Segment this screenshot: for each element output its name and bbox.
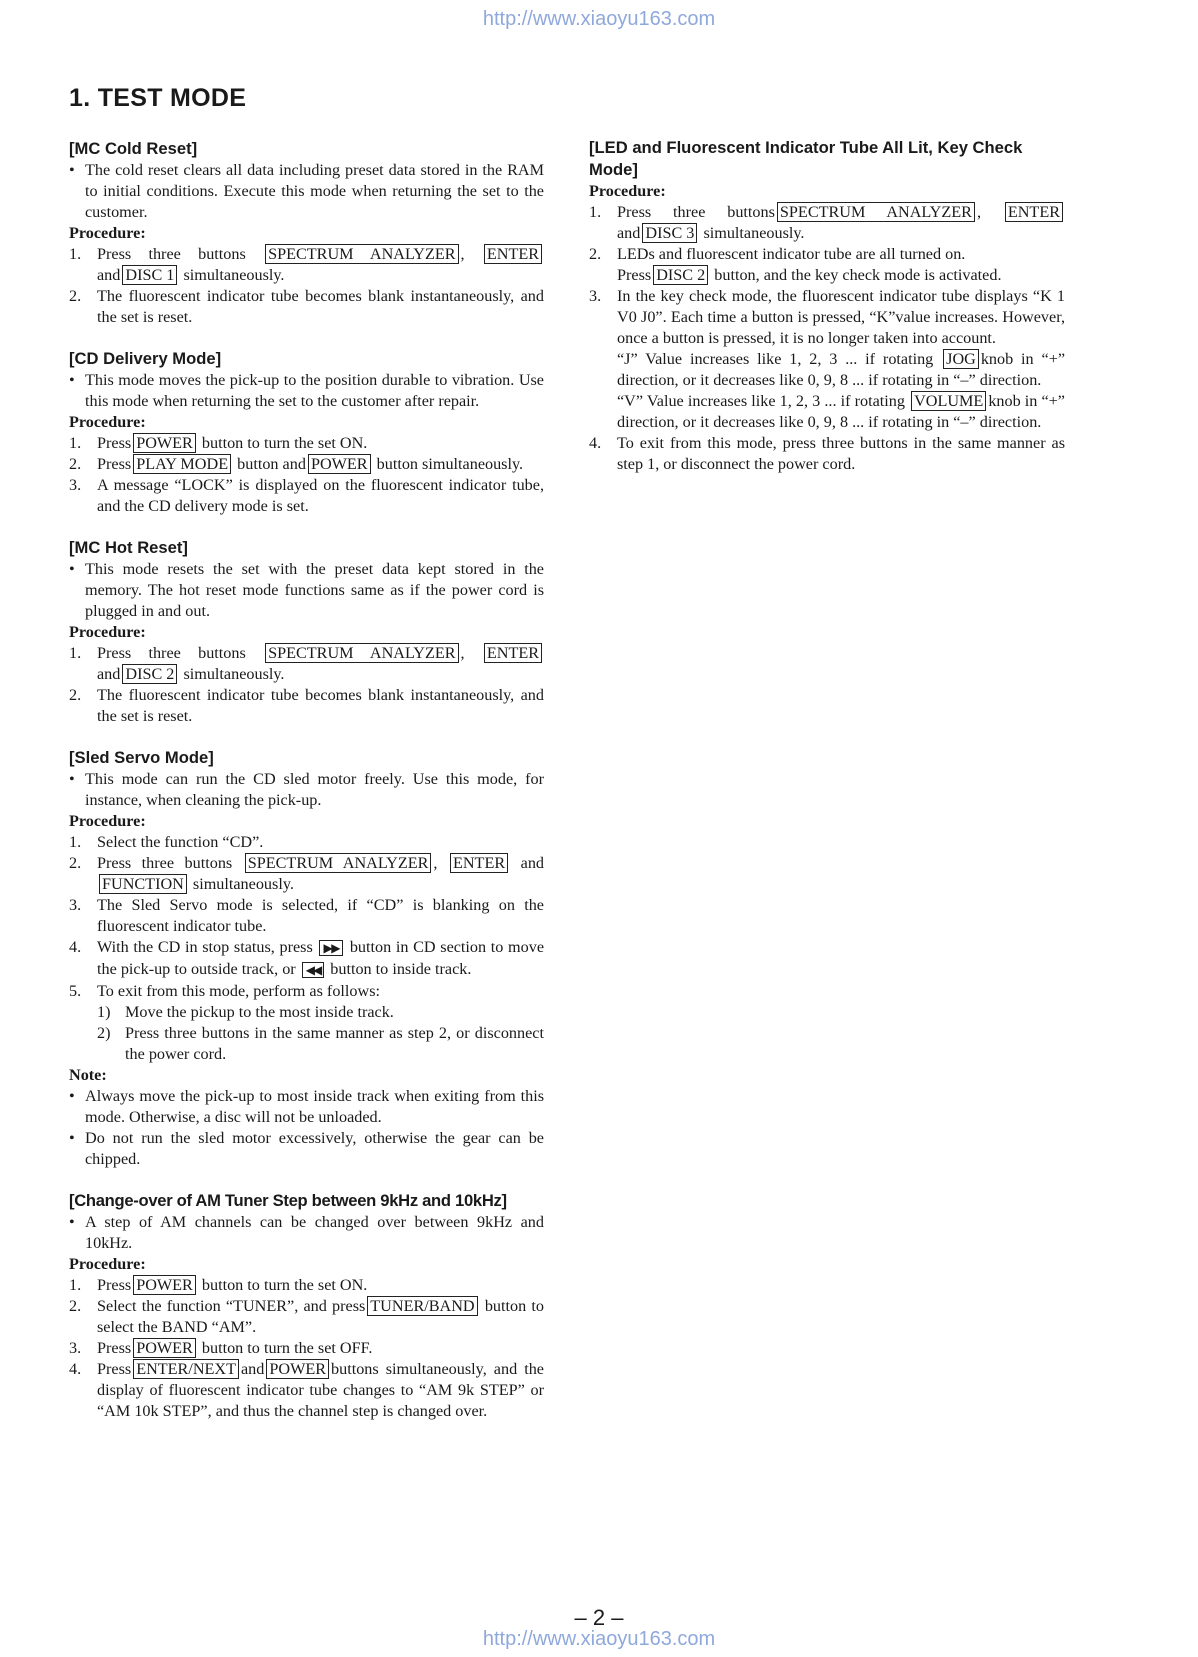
disc3-key: DISC 3 <box>642 223 697 243</box>
bullet-text: • This mode can run the CD sled motor freely. Use this mode, for instance, when cleaning the pick-up. <box>69 769 544 811</box>
step-1: 1. Press three buttons SPECTRUM ANALYZER , ENTER and DISC 3 simultaneously. <box>589 202 1065 244</box>
step-2: 2. Press three buttons SPECTRUM ANALYZER , ENTER and FUNCTION simultaneously. <box>69 854 545 893</box>
enter-key: ENTER <box>1005 202 1063 222</box>
section-title: [MC Hot Reset] <box>69 538 188 557</box>
bullet-text: • This mode moves the pick-up to the position durable to vibration. Use this mode when returning the set to the customer after repair. <box>69 370 544 412</box>
left-column <box>69 138 544 1442</box>
section-cd-delivery-mode <box>69 348 544 517</box>
power-key: POWER <box>133 1275 196 1295</box>
step-4: 4. With the CD in stop status, press ▶▶ button in CD section to move the pick-up to outside track, or ◀◀ button to inside track. <box>69 938 545 978</box>
section-sled-servo-mode <box>69 747 544 1170</box>
step-3: 3. In the key check mode, the fluorescent indicator tube displays “K 1 V0 J0”. Each time a button is pressed, “K”value increases. However, once a button is pressed, it is no longer taken into account. “J” Value increases like 1, 2, 3 ... if rotating JOG knob in “+” direction, or it decreases like 0, 9, 8 ... if rotating in “–” direction. “V” Value increases like 1, 2, 3 ... if rotating VOLUME knob in “+” direction, or it decreases like 0, 9, 8 ... if rotating in “–” direction. <box>589 287 1066 431</box>
substep-1: 1) Move the pickup to the most inside track. <box>97 1003 394 1021</box>
step-1: 1. Press three buttons SPECTRUM ANALYZER , ENTER and DISC 1 simultaneously. <box>69 244 544 286</box>
procedure-label: Procedure: <box>589 182 666 200</box>
spectrum-analyzer-key: SPECTRUM ANALYZER <box>265 643 458 663</box>
page-number: – 2 – <box>574 1605 624 1630</box>
note-bullet: • Do not run the sled motor excessively, otherwise the gear can be chipped. <box>69 1128 544 1170</box>
step-2: 2. The fluorescent indicator tube becomes blank instantaneously, and the set is reset. <box>69 287 544 326</box>
play-mode-key: PLAY MODE <box>133 454 231 474</box>
step-5: 5. To exit from this mode, perform as follows: <box>69 982 380 1000</box>
volume-key: VOLUME <box>911 391 986 411</box>
right-column <box>589 137 1065 495</box>
step-2: 2. Select the function “TUNER”, and press TUNER/BAND button to select the BAND “AM”. <box>69 1297 544 1336</box>
step-1: 1. Select the function “CD”. <box>69 833 264 851</box>
disc2-key: DISC 2 <box>653 265 708 285</box>
step-3: 3. A message “LOCK” is displayed on the fluorescent indicator tube, and the CD delivery mode is set. <box>69 476 544 515</box>
section-title: [Sled Servo Mode] <box>69 748 214 767</box>
enter-key: ENTER <box>484 643 542 663</box>
bullet-text: • This mode resets the set with the preset data kept stored in the memory. The hot reset mode functions same as if the power cord is plugged in and out. <box>69 559 544 622</box>
bullet-text: • The cold reset clears all data including preset data stored in the RAM to initial conditions. Execute this mode when returning the set to the customer. <box>69 160 544 223</box>
power-key: POWER <box>133 1338 196 1358</box>
step-2: 2. Press PLAY MODE button and POWER button simultaneously. <box>69 455 524 473</box>
step-4: 4. Press ENTER/NEXT and POWER buttons simultaneously, and the display of fluorescent indicator tube changes to “AM 9k STEP” or “AM 10k STEP”, and thus the channel step is changed over. <box>69 1360 544 1420</box>
section-mc-hot-reset <box>69 537 544 727</box>
step-2: 2. The fluorescent indicator tube becomes blank instantaneously, and the set is reset. <box>69 686 544 725</box>
step-1: 1. Press three buttons SPECTRUM ANALYZER , ENTER and DISC 2 simultaneously. <box>69 643 544 685</box>
spectrum-analyzer-key: SPECTRUM ANALYZER <box>265 244 458 264</box>
spectrum-analyzer-key: SPECTRUM ANALYZER <box>777 202 975 222</box>
step-2: 2. LEDs and fluorescent indicator tube are all turned on. Press DISC 2 button, and the key check mode is activated. <box>589 245 1002 284</box>
section-title: [LED and Fluorescent Indicator Tube All Lit, Key Check Mode] <box>589 138 1023 179</box>
section-mc-cold-reset <box>69 138 544 328</box>
procedure-label: Procedure: <box>69 1255 146 1273</box>
procedure-label: Procedure: <box>69 413 146 431</box>
rewind-icon: ◀◀ <box>302 962 324 978</box>
step-4: 4. To exit from this mode, press three buttons in the same manner as step 1, or disconnect the power cord. <box>589 434 1065 473</box>
enter-next-key: ENTER/NEXT <box>133 1359 239 1379</box>
section-led-key-check <box>589 137 1065 475</box>
enter-key: ENTER <box>484 244 542 264</box>
fast-forward-icon: ▶▶ <box>319 940 343 956</box>
procedure-label: Procedure: <box>69 623 146 641</box>
disc2-key: DISC 2 <box>122 664 177 684</box>
section-title: [MC Cold Reset] <box>69 139 198 158</box>
substep-2: 2) Press three buttons in the same manner as step 2, or disconnect the power cord. <box>97 1024 544 1063</box>
section-title: [CD Delivery Mode] <box>69 349 222 368</box>
note-label: Note: <box>69 1066 107 1084</box>
power-key: POWER <box>133 433 196 453</box>
function-key: FUNCTION <box>99 874 187 894</box>
bullet-text: • A step of AM channels can be changed over between 9kHz and 10kHz. <box>69 1212 544 1254</box>
power-key: POWER <box>308 454 371 474</box>
section-title: [Change-over of AM Tuner Step between 9kHz and 10kHz] <box>69 1191 507 1210</box>
tuner-band-key: TUNER/BAND <box>367 1296 477 1316</box>
page-title: 1. TEST MODE <box>69 84 247 112</box>
step-1: 1. Press POWER button to turn the set ON. <box>69 1276 368 1294</box>
jog-key: JOG <box>943 349 979 369</box>
procedure-label: Procedure: <box>69 812 146 830</box>
power-key: POWER <box>266 1359 329 1379</box>
step-3: 3. The Sled Servo mode is selected, if “CD” is blanking on the fluorescent indicator tube. <box>69 896 544 935</box>
disc1-key: DISC 1 <box>122 265 177 285</box>
footer-url[interactable]: http://www.xiaoyu163.com <box>482 1628 716 1650</box>
step-1: 1. Press POWER button to turn the set ON. <box>69 434 368 452</box>
note-bullet: • Always move the pick-up to most inside track when exiting from this mode. Otherwise, a disc will not be unloaded. <box>69 1086 544 1128</box>
spectrum-analyzer-key: SPECTRUM ANALYZER <box>245 853 432 873</box>
procedure-label: Procedure: <box>69 224 146 242</box>
section-am-tuner-step <box>69 1190 544 1422</box>
step-3: 3. Press POWER button to turn the set OFF. <box>69 1339 373 1357</box>
enter-key: ENTER <box>450 853 508 873</box>
header-url[interactable]: http://www.xiaoyu163.com <box>482 8 716 30</box>
